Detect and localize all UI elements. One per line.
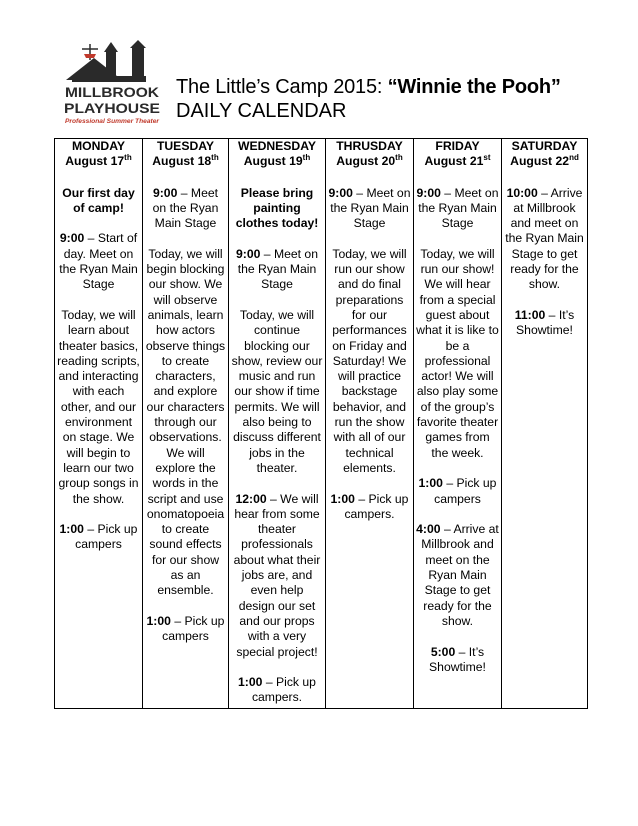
entry-highlight: Please bring painting clothes today! bbox=[235, 185, 319, 231]
schedule-entry bbox=[416, 522, 499, 629]
entry-text: Today, we will begin blocking our show. We will observe animals, learn how actors observe things to create characters, and explore our characters through our observations. We will explore the words in the script and use onomatopoeia to create sound effects for our show as an ensemble. bbox=[145, 246, 226, 598]
day-date-suffix: st bbox=[483, 153, 491, 163]
entry-time: 1:00 bbox=[418, 476, 443, 491]
day-header bbox=[57, 139, 140, 170]
entry-text: – Arrive at Millbrook and meet on the Ryan Main Stage to get ready for the show. bbox=[505, 185, 584, 292]
schedule-entry bbox=[504, 308, 585, 339]
schedule-entry bbox=[57, 186, 140, 217]
entry-text: Today, we will learn about theater basics, reading scripts, and interacting with each other, and our environment on stage. We will begin to learn our two group songs in the show. bbox=[57, 307, 140, 506]
logo-tagline: Professional Summer Theater bbox=[65, 119, 160, 125]
day-name: WEDNESDAY bbox=[237, 139, 317, 153]
day-date-text: August 17 bbox=[65, 154, 125, 169]
day-date-suffix: th bbox=[302, 153, 311, 163]
day-name: SATURDAY bbox=[511, 139, 578, 153]
schedule-entry bbox=[231, 247, 323, 293]
day-date-suffix: nd bbox=[569, 153, 579, 163]
entry-time: 12:00 bbox=[235, 491, 267, 506]
entry-text: – It’s Showtime! bbox=[516, 307, 575, 338]
day-date-text: August 21 bbox=[424, 154, 484, 169]
entry-text: – It’s Showtime! bbox=[429, 644, 486, 674]
day-entries bbox=[416, 186, 499, 676]
entry-text: – We will hear from some theater professionals about what their jobs are, and even help design our set and our props with a very special project! bbox=[233, 491, 321, 659]
entry-text: – Pick up campers bbox=[162, 613, 225, 644]
title-prefix: The Little’s Camp 2015: bbox=[176, 76, 388, 98]
day-date-text: August 22 bbox=[510, 154, 570, 169]
entry-time: 1:00 bbox=[238, 675, 263, 690]
day-entries bbox=[504, 186, 585, 339]
day-date-text: August 18 bbox=[152, 154, 212, 169]
schedule-entry bbox=[328, 186, 411, 232]
schedule-entry bbox=[504, 186, 585, 293]
entry-time: 9:00 bbox=[416, 185, 441, 200]
day-column bbox=[502, 139, 588, 709]
day-date-suffix: th bbox=[395, 153, 403, 163]
day-header bbox=[231, 139, 323, 170]
entry-text: – Meet on the Ryan Main Stage bbox=[152, 185, 219, 231]
entry-text: – Pick up campers bbox=[434, 476, 497, 506]
schedule-entry bbox=[231, 675, 323, 706]
day-entries bbox=[57, 186, 140, 553]
day-column bbox=[143, 139, 229, 709]
day-entries bbox=[145, 186, 226, 645]
entry-time: 4:00 bbox=[416, 522, 441, 537]
entry-time: 9:00 bbox=[236, 246, 261, 261]
schedule-entry bbox=[416, 645, 499, 676]
day-date bbox=[416, 154, 499, 169]
calendar-row bbox=[55, 139, 588, 709]
entry-text: – Meet on the Ryan Main Stage bbox=[418, 185, 499, 231]
day-column bbox=[326, 139, 414, 709]
schedule-entry bbox=[231, 308, 323, 476]
day-column bbox=[229, 139, 326, 709]
schedule-entry bbox=[145, 247, 226, 599]
day-header bbox=[328, 139, 411, 170]
day-date bbox=[145, 154, 226, 169]
entry-text: – Meet on the Ryan Main Stage bbox=[237, 246, 318, 292]
day-name: MONDAY bbox=[71, 139, 126, 153]
day-entries bbox=[231, 186, 323, 706]
schedule-entry bbox=[416, 186, 499, 232]
day-date-suffix: th bbox=[211, 153, 219, 163]
schedule-entry bbox=[416, 247, 499, 461]
entry-text: – Arrive at Millbrook and meet on the Ryan Main Stage to get ready for the show. bbox=[421, 522, 499, 628]
page-subtitle: DAILY CALENDAR bbox=[176, 100, 347, 122]
entry-time: 9:00 bbox=[152, 185, 178, 200]
schedule-entry bbox=[145, 614, 226, 645]
entry-time: 11:00 bbox=[514, 307, 546, 322]
day-name: FRIDAY bbox=[435, 139, 480, 153]
millbrook-playhouse-logo bbox=[60, 40, 164, 126]
day-date bbox=[328, 154, 411, 169]
entry-text: – Meet on the Ryan Main Stage bbox=[330, 185, 411, 231]
entry-time: 1:00 bbox=[330, 491, 355, 506]
schedule-entry bbox=[57, 522, 140, 553]
entry-time: 1:00 bbox=[146, 613, 171, 628]
entry-time: 9:00 bbox=[328, 185, 353, 200]
schedule-entry bbox=[416, 476, 499, 507]
day-date bbox=[504, 154, 585, 169]
schedule-entry bbox=[231, 186, 323, 232]
schedule-entry bbox=[57, 231, 140, 292]
entry-text: Today, we will run our show and do final preparations for our performances on Friday and Saturday! We will practice backstage behavior, and run the show with all of our technical elements. bbox=[332, 246, 407, 475]
day-date-text: August 20 bbox=[336, 154, 396, 169]
schedule-entry bbox=[328, 247, 411, 476]
day-date-suffix: th bbox=[124, 153, 132, 163]
entry-text: – Pick up campers. bbox=[344, 491, 409, 521]
entry-text: Today, we will continue blocking our show, review our music and run our show if time permits. We will also being to discuss different jobs in the theater. bbox=[231, 307, 323, 475]
entry-highlight: Our first day of camp! bbox=[62, 185, 135, 215]
entry-text: – Start of day. Meet on the Ryan Main Stage bbox=[59, 231, 138, 292]
day-column bbox=[55, 139, 143, 709]
day-date-text: August 19 bbox=[243, 154, 303, 169]
day-entries bbox=[328, 186, 411, 523]
day-name: THRUSDAY bbox=[336, 139, 403, 153]
entry-time: 1:00 bbox=[59, 522, 84, 537]
entry-text: – Pick up campers bbox=[75, 522, 138, 552]
day-header bbox=[416, 139, 499, 170]
day-column bbox=[414, 139, 502, 709]
entry-time: 5:00 bbox=[430, 644, 456, 659]
daily-calendar-table bbox=[54, 138, 588, 709]
page-title bbox=[176, 76, 561, 99]
entry-text: – Pick up campers. bbox=[251, 675, 316, 705]
logo-line2: PLAYHOUSE bbox=[64, 100, 160, 116]
entry-time: 9:00 bbox=[59, 231, 85, 246]
day-header bbox=[504, 139, 585, 170]
day-name: TUESDAY bbox=[156, 139, 215, 153]
show-title: “Winnie the Pooh” bbox=[387, 76, 561, 98]
entry-time: 10:00 bbox=[506, 185, 538, 200]
schedule-entry bbox=[231, 492, 323, 660]
logo-line1: MILLBROOK bbox=[65, 85, 160, 100]
schedule-entry bbox=[145, 186, 226, 232]
schedule-entry bbox=[57, 308, 140, 507]
day-header bbox=[145, 139, 226, 170]
day-date bbox=[57, 154, 140, 169]
day-date bbox=[231, 154, 323, 169]
schedule-entry bbox=[328, 492, 411, 523]
entry-text: Today, we will run our show! We will hear from a special guest about what it is like to be a professional actor! We will also play some of the group’s favorite theater games from the week. bbox=[416, 246, 499, 460]
